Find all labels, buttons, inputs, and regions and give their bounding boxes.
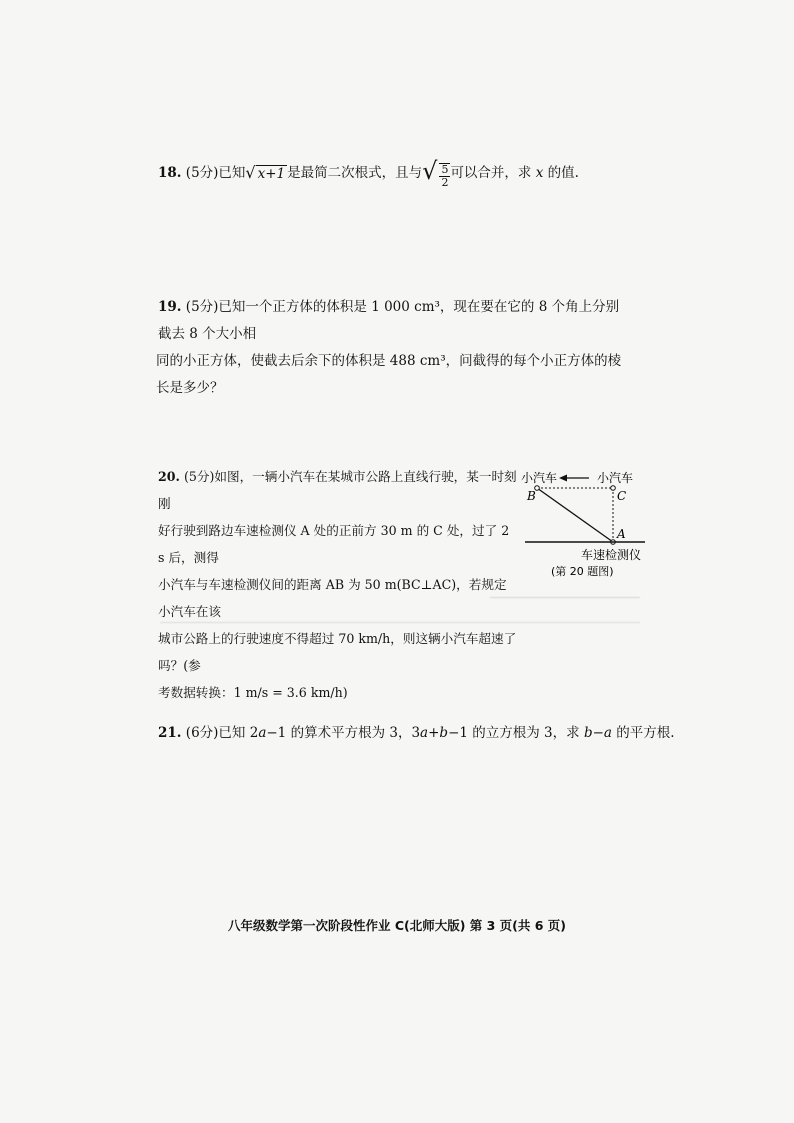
variable: a: [420, 725, 429, 741]
show-through-mark: [490, 597, 640, 608]
fraction-numerator: 5: [441, 162, 449, 176]
question-line: 如图，一辆小汽车在某城市公路上直线行驶，某一时刻刚: [158, 469, 517, 511]
segment-ab: [537, 488, 613, 542]
question-text: −1 的立方根为 3，求: [448, 725, 580, 741]
fraction-denominator: 2: [441, 175, 449, 189]
question-number: 20.: [158, 469, 180, 484]
question-line: 好行驶到路边车速检测仪 A 处的正前方 30 m 的 C 处，过了 2 s 后，测得: [158, 523, 510, 565]
label-b: B: [527, 489, 536, 503]
car-label-left: 小汽车: [521, 471, 558, 485]
question-19: [158, 294, 628, 402]
sqrt-expression: √ x+1: [245, 163, 286, 182]
question-number: 18.: [158, 165, 182, 181]
question-line: 已知一个正方体的体积是 1 000 cm³，现在要在它的 8 个角上分别截去 8 个大小相: [158, 299, 620, 342]
question-text: +: [428, 725, 440, 741]
variable: x: [535, 165, 544, 181]
label-c: C: [617, 489, 627, 503]
page-footer: 八年级数学第一次阶段性作业 C(北师大版) 第 3 页(共 6 页): [227, 918, 567, 933]
question-text: 已知: [218, 165, 246, 181]
radicand: x+1: [257, 166, 286, 182]
question-18: [158, 158, 579, 189]
question-score: (5分): [183, 469, 215, 484]
car-label-right: 小汽车: [597, 471, 634, 485]
figure-caption: (第 20 题图): [551, 565, 614, 578]
question-number: 19.: [158, 299, 182, 315]
question-text: −1 的算术平方根为 3，3: [266, 725, 421, 741]
question-line: 城市公路上的行驶速度不得超过 70 km/h，则这辆小汽车超速了吗？(参: [158, 631, 517, 673]
variable: a: [603, 725, 612, 741]
question-score: (5分): [185, 165, 219, 181]
question-score: (6分): [185, 725, 219, 741]
show-through-mark: [160, 622, 640, 633]
question-number: 21.: [158, 725, 182, 741]
question-text: 的平方根.: [616, 725, 675, 741]
variable: b: [583, 725, 593, 741]
arrow-head-icon: [559, 475, 567, 482]
question-score: (5分): [185, 299, 219, 315]
question-text: 已知 2: [218, 725, 259, 741]
detector-label: 车速检测仪: [581, 548, 642, 562]
question-line: 小汽车与车速检测仪间的距离 AB 为 50 m(BC⊥AC)，若规定小汽车在该: [158, 577, 507, 619]
question-line: 同的小正方体，使截去后余下的体积是 488 cm³，问截得的每个小正方体的棱长是多少？: [156, 353, 622, 396]
variable: b: [439, 725, 449, 741]
variable: a: [258, 725, 267, 741]
question-text: 可以合并，求: [450, 165, 532, 181]
point-c: [611, 486, 616, 491]
sqrt-fraction: √ $\frac{5}{2}$: [422, 157, 449, 189]
question-21: [158, 720, 675, 747]
question-20: [158, 463, 518, 706]
speed-detector-diagram: [515, 462, 650, 582]
question-text: −: [592, 725, 604, 741]
question-line: 考数据转换：1 m/s = 3.6 km/h): [158, 685, 348, 700]
question-text: 是最简二次根式，且与: [287, 165, 423, 181]
label-a: A: [617, 527, 626, 541]
question-text: 的值.: [547, 165, 579, 181]
